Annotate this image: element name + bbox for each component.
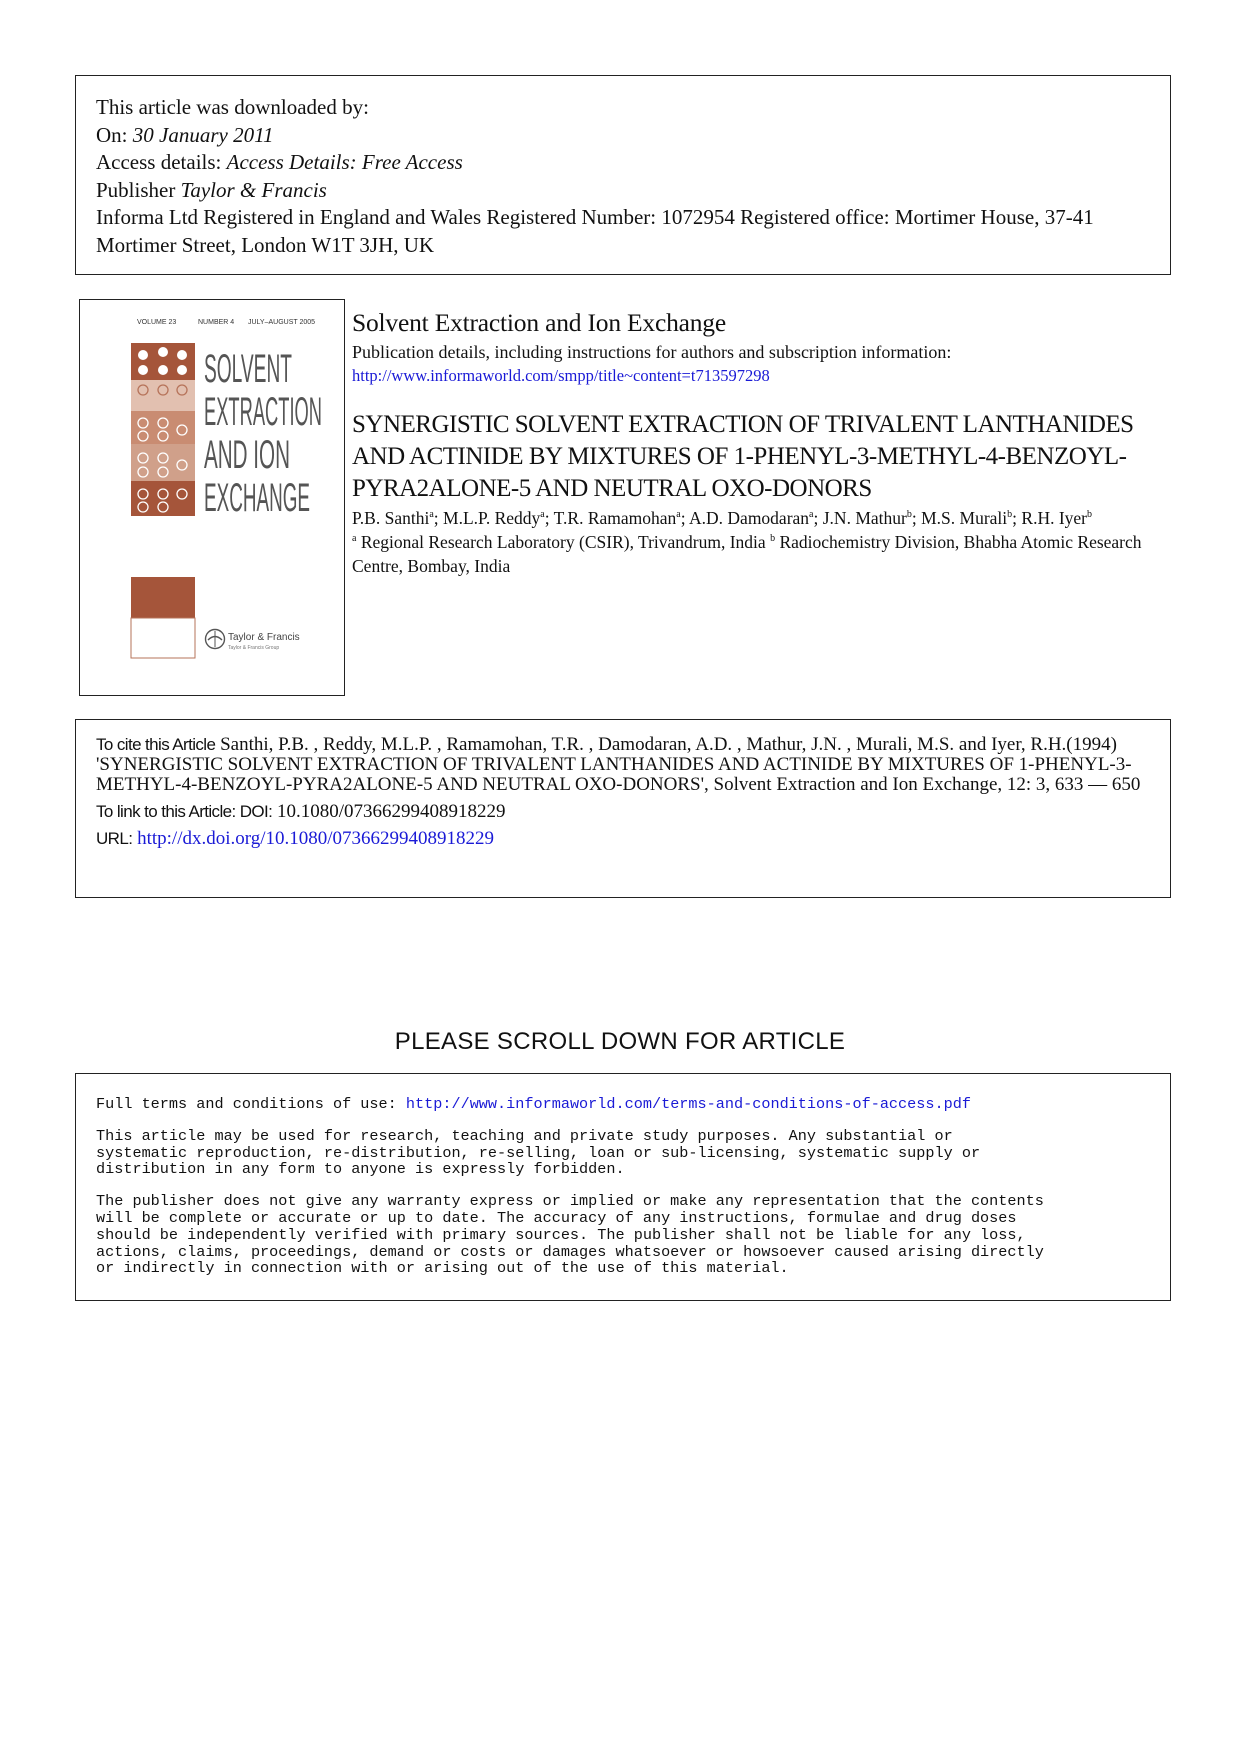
cover-publisher-logo-subtext: Taylor & Francis Group bbox=[228, 645, 280, 651]
author-name: P.B. Santhi$^a$; bbox=[352, 508, 444, 528]
access-details-line bbox=[96, 149, 1150, 177]
doi-value: 10.1080/07366299408918229 bbox=[277, 801, 506, 822]
access-label: Access details: bbox=[96, 150, 222, 174]
terms-paragraph-2: The publisher does not give any warranty express or implied or make any representation that the contents will be complete or accurate or up to date. The accuracy of any instructions, formulae and drug doses should be independently verified with primary sources. The publisher shall not be liable for any loss, actions, claims, proceedings, demand or costs or damages whatsoever or howsoever caused arising directly or indirectly in connection with or arising out of the use of this material. bbox=[96, 1192, 1044, 1278]
affiliation-a: Regional Research Laboratory (CSIR), Trivandrum, India bbox=[360, 532, 766, 552]
publisher-label: Publisher bbox=[96, 177, 176, 202]
url-row bbox=[96, 829, 1150, 849]
cover-publisher-logo-text: Taylor & Francis bbox=[228, 632, 300, 643]
url-label: URL: bbox=[96, 829, 133, 848]
cover-issue-date: JULY–AUGUST 2005 bbox=[248, 319, 316, 326]
author-name: M.S. Murali$^b$; bbox=[921, 508, 1022, 528]
doi-url-link[interactable]: http://dx.doi.org/10.1080/07366299408918229 bbox=[137, 828, 495, 849]
doi-row bbox=[96, 802, 1150, 822]
affiliation-b: Radiochemistry Division, Bhabha Atomic Research Centre, Bombay, India bbox=[352, 532, 1142, 576]
author-name: J.N. Mathur$^b$; bbox=[822, 508, 922, 528]
author-list bbox=[352, 507, 1172, 530]
citation-box bbox=[75, 719, 1171, 898]
author-name: R.H. Iyer$^b$ bbox=[1021, 508, 1093, 528]
affiliations: $^a$ Regional Research Laboratory (CSIR), Trivandrum, India $^b$ Radiochemistry Division, Bhabha Atomic Research Centre, Bombay, India bbox=[352, 532, 1142, 576]
publisher-line bbox=[96, 177, 1150, 205]
downloaded-by-label: This article was downloaded by: bbox=[96, 95, 369, 119]
cite-paragraph bbox=[96, 735, 1150, 795]
registration-line: Informa Ltd Registered in England and Wales Registered Number: 1072954 Registered office: Mortimer House, 37-41 Mortimer Street, London W1T 3JH, UK bbox=[96, 205, 1094, 257]
scroll-down-message: PLEASE SCROLL DOWN FOR ARTICLE bbox=[394, 1028, 846, 1055]
publication-details: Publication details, including instructions for authors and subscription information: bbox=[352, 342, 952, 362]
cite-text: Santhi, P.B. , Reddy, M.L.P. , Ramamohan, T.R. , Damodaran, A.D. , Mathur, J.N. , Murali, M.S. and Iyer, R.H.(1994) 'SYNERGISTIC SOLVENT EXTRACTION OF TRIVALENT LANTHANIDES AND ACTINIDE BY MIXTURES OF 1-PHENYL-3-METHYL-4-BENZOYL-PYRA2ALONE-5 AND NEUTRAL OXO-DONORS', Solvent Extraction and Ion Exchange, 12: 3, 633 — 650 bbox=[96, 734, 1141, 795]
cover-title-line-2: EXTRACTION bbox=[204, 390, 322, 434]
author-name: T.R. Ramamohan$^a$; bbox=[553, 508, 690, 528]
cover-title-line-1: SOLVENT bbox=[204, 347, 292, 391]
download-date: 30 January 2011 bbox=[132, 122, 274, 147]
cover-title-line-4: EXCHANGE bbox=[204, 476, 310, 520]
access-value: Access Details: Free Access bbox=[226, 150, 463, 174]
publisher-value: Taylor & Francis bbox=[180, 177, 327, 202]
cite-label: To cite this Article bbox=[96, 735, 216, 754]
download-date-line bbox=[96, 122, 1150, 150]
terms-box bbox=[75, 1073, 1171, 1301]
article-title: SYNERGISTIC SOLVENT EXTRACTION OF TRIVALENT LANTHANIDES AND ACTINIDE BY MIXTURES OF 1-PHENYL-3-METHYL-4-BENZOYL-PYRA2ALONE-5 AND NEUTRAL OXO-DONORS bbox=[352, 411, 1134, 502]
terms-url-link[interactable]: http://www.informaworld.com/terms-and-conditions-of-access.pdf bbox=[405, 1095, 971, 1113]
on-label: On: bbox=[96, 122, 128, 147]
terms-line bbox=[96, 1096, 1150, 1113]
author-name: A.D. Damodaran$^a$; bbox=[689, 508, 823, 528]
journal-cover-image[interactable] bbox=[79, 299, 345, 696]
doi-label: To link to this Article: DOI: bbox=[96, 802, 273, 821]
taylor-francis-logo-icon bbox=[206, 630, 225, 649]
terms-label: Full terms and conditions of use: bbox=[96, 1095, 397, 1113]
terms-paragraph-1: This article may be used for research, teaching and private study purposes. Any substantial or systematic reproduction, re-distribution, re-selling, loan or sub-licensing, systematic supply or distribution in any form to anyone is expressly forbidden. bbox=[96, 1126, 981, 1179]
download-notice-box bbox=[75, 75, 1171, 275]
cover-title-line-3: AND ION bbox=[204, 433, 290, 477]
cover-volume: VOLUME 23 bbox=[137, 319, 177, 326]
journal-title: Solvent Extraction and Ion Exchange bbox=[352, 308, 726, 337]
cover-number: NUMBER 4 bbox=[198, 319, 235, 326]
author-name: M.L.P. Reddy$^a$; bbox=[443, 508, 554, 528]
journal-url-link[interactable]: http://www.informaworld.com/smpp/title~content=t713597298 bbox=[352, 366, 770, 385]
article-header bbox=[352, 307, 1172, 578]
